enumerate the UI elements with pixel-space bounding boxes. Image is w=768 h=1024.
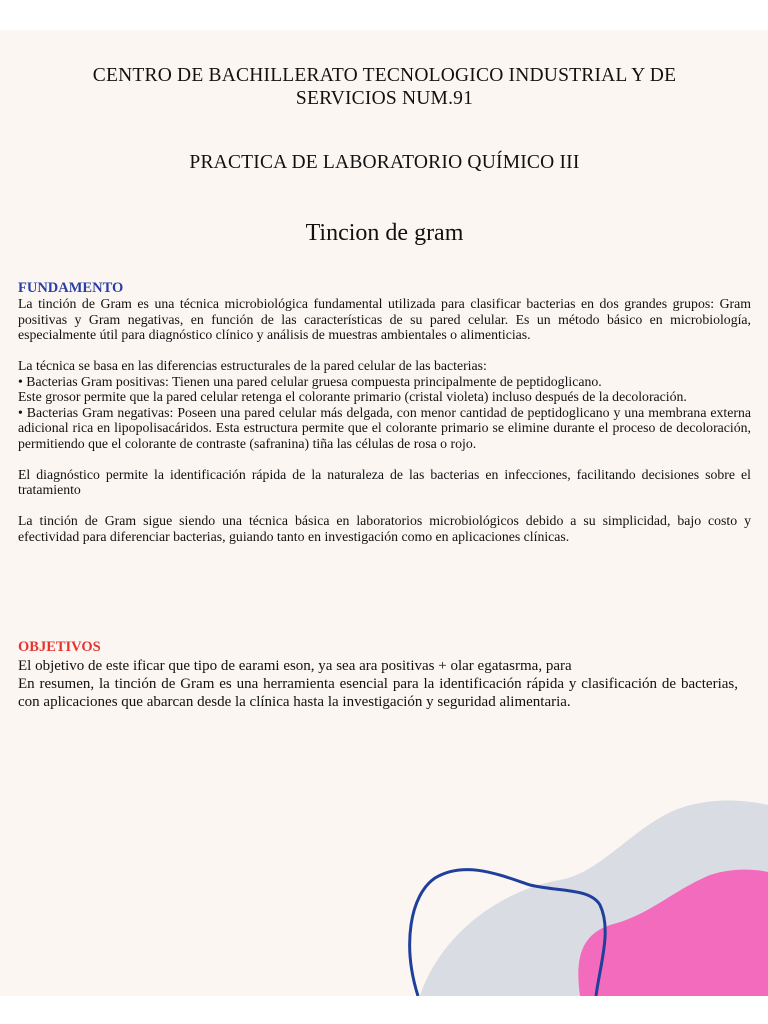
school-name-line2: SERVICIOS NUM.91 [295, 88, 474, 109]
document-page [0, 30, 768, 996]
objetivos-body [18, 657, 738, 711]
fundamento-paragraph-2: La técnica se basa en las diferencias estructurales de la pared celular de las bacterias: [18, 358, 487, 373]
gram-positive-bullet: • Bacterias Gram positivas: Tienen una pared celular gruesa compuesta principalmente de peptidoglicano. [18, 373, 602, 389]
fundamento-heading: FUNDAMENTO [18, 280, 124, 296]
objetivos-paragraph-2: En resumen, la tinción de Gram es una herramienta esencial para la identificación rápida y clasificación de bacterias, con aplicaciones que abarcan desde la clínica hasta la investigación y seguridad alimentaria. [18, 676, 738, 710]
objetivos-heading: OBJETIVOS [18, 639, 101, 655]
fundamento-paragraph-1: La tinción de Gram es una técnica microbiológica fundamental utilizada para clasificar bacterias en dos grandes grupos: Gram positivas y Gram negativas, en función de las características de su pared celular. Es un método básico en microbiología, especialmente útil para diagnóstico clínico y análisis de muestras ambientales o alimenticias. [18, 296, 751, 342]
school-name [18, 64, 751, 110]
practice-title: PRACTICA DE LABORATORIO QUÍMICO III [189, 152, 580, 173]
document-title: Tincion de gram [305, 220, 464, 246]
fundamento-body [18, 296, 751, 544]
school-name-line1: CENTRO DE BACHILLERATO TECNOLOGICO INDUSTRIAL Y DE [92, 65, 677, 86]
fundamento-paragraph-6: El diagnóstico permite la identificación rápida de la naturaleza de las bacterias en infecciones, facilitando decisiones sobre el tratamiento [18, 466, 751, 497]
gram-negative-bullet: • Bacterias Gram negativas: Poseen una pared celular más delgada, con menor cantidad de peptidoglicano y una membrana externa adicional rica en lipopolisacáridos. Esta estructura permite que el colorante primario se elimine durante el proceso de decoloración, permitiendo que el colorante de contraste (safranina) tiña las células de rosa o rojo. [18, 404, 751, 451]
objetivos-paragraph-1: El objetivo de este ificar que tipo de earami eson, ya sea ara positivas + olar egatasrma, para [18, 658, 572, 674]
fundamento-paragraph-7: La tinción de Gram sigue siendo una técnica básica en laboratorios microbiológicos debido a su simplicidad, bajo costo y efectividad para diferenciar bacterias, guiando tanto en investigación como en aplicaciones clínicas. [18, 513, 751, 544]
fundamento-paragraph-4: Este grosor permite que la pared celular retenga el colorante primario (cristal violeta) incluso después de la decoloración. [18, 389, 687, 404]
